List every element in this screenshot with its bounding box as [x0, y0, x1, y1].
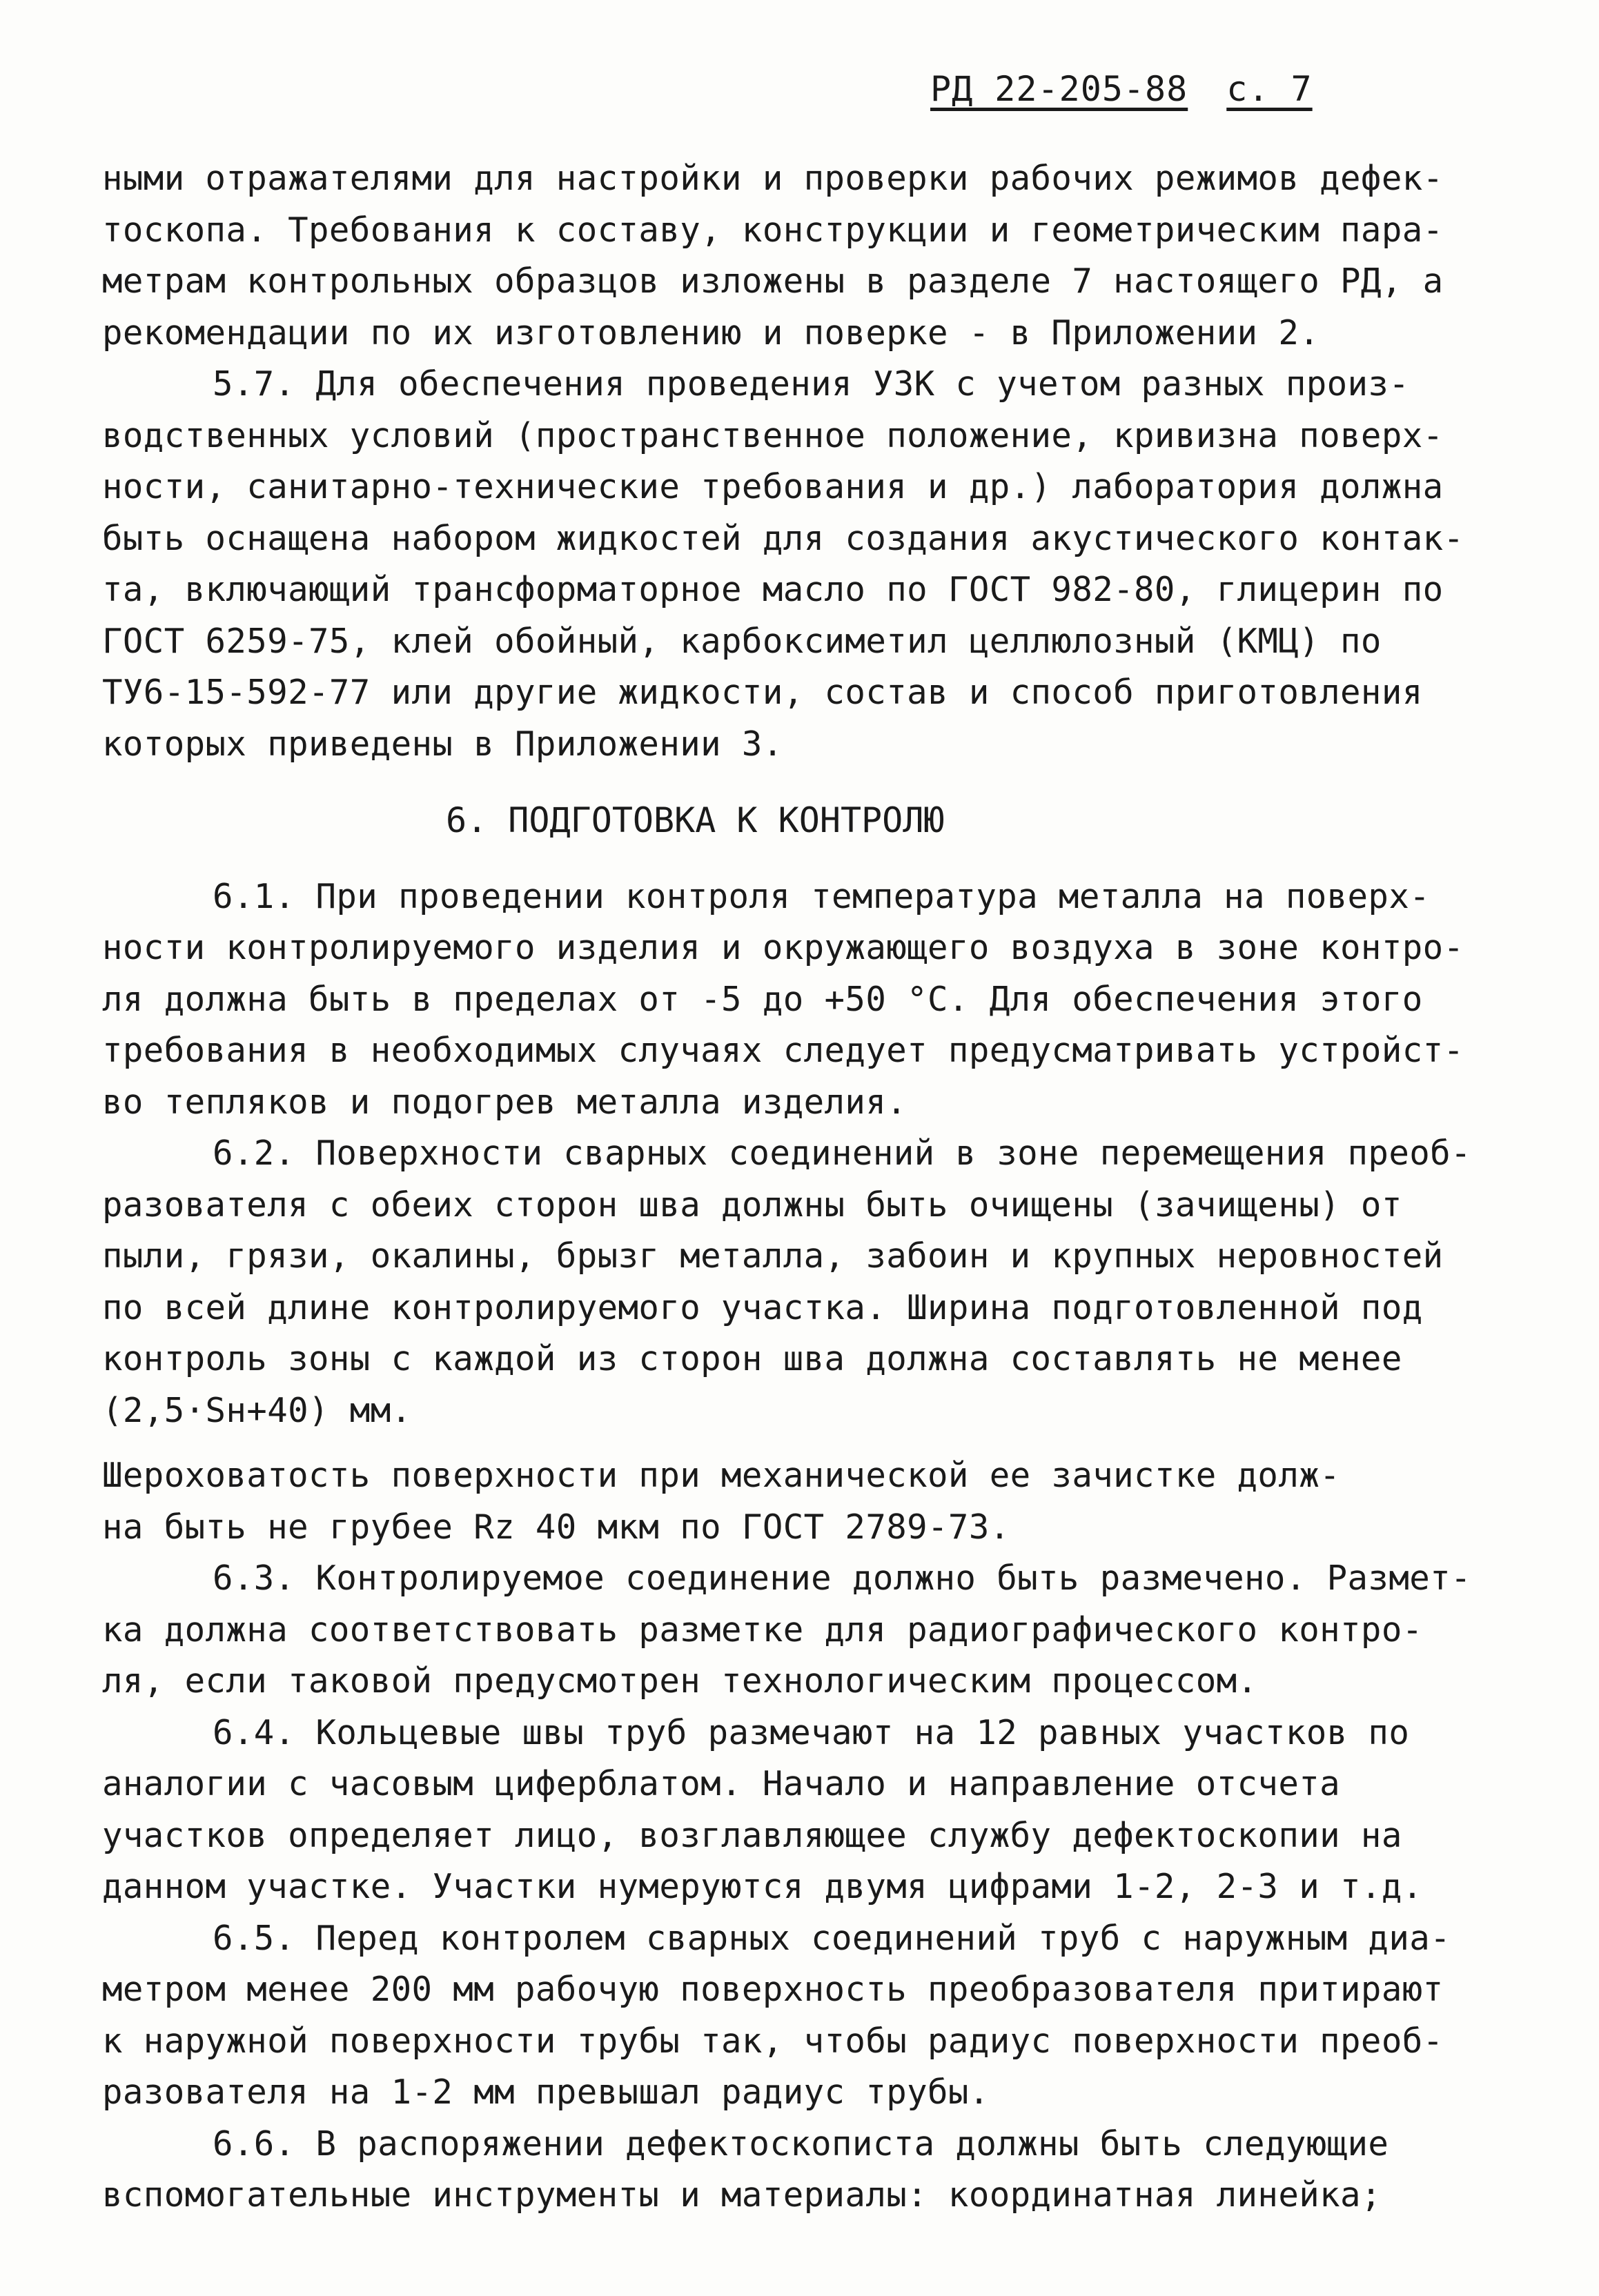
text-line: 5.7. Для обеспечения проведения УЗК с учетом разных произ-	[213, 364, 1410, 404]
text-line: Шероховатость поверхности при механической ее зачистке долж-	[102, 1456, 1341, 1495]
text-line: (2,5·Sн+40) мм.	[102, 1390, 412, 1430]
text-line: требования в необходимых случаях следует предусматривать устройст-	[102, 1031, 1464, 1070]
text-line: аналогии с часовым циферблатом. Начало и направление отсчета	[102, 1764, 1341, 1803]
text-line: та, включающий трансформаторное масло по ГОСТ 982-80, глицерин по	[102, 570, 1444, 609]
text-line: ТУ6-15-592-77 или другие жидкости, состав и способ приготовления	[102, 673, 1423, 712]
text-line: вспомогательные инструменты и материалы: координатная линейка;	[102, 2175, 1382, 2215]
text-line: участков определяет лицо, возглавляющее службу дефектоскопии на	[102, 1815, 1402, 1855]
text-line: водственных условий (пространственное положение, кривизна поверх-	[102, 415, 1444, 455]
text-line: 6.4. Кольцевые швы труб размечают на 12 равных участков по	[213, 1712, 1410, 1752]
paragraph-6-5	[102, 1913, 1517, 2119]
text-line: 6.6. В распоряжении дефектоскописта должны быть следующие	[213, 2124, 1389, 2164]
text-line: ля, если таковой предусмотрен технологическим процессом.	[102, 1661, 1258, 1701]
text-line: рекомендации по их изготовлению и поверке - в Приложении 2.	[102, 313, 1320, 353]
text-line: метрам контрольных образцов изложены в разделе 7 настоящего РД, а	[102, 261, 1444, 301]
paragraph-continuation	[102, 153, 1517, 359]
text-line: тоскопа. Требования к составу, конструкции и геометрическим пара-	[102, 210, 1444, 250]
text-line: 6.2. Поверхности сварных соединений в зоне перемещения преоб-	[213, 1134, 1471, 1173]
text-line: данном участке. Участки нумеруются двумя цифрами 1-2, 2-3 и т.д.	[102, 1867, 1423, 1906]
text-line: пыли, грязи, окалины, брызг металла, забоин и крупных неровностей	[102, 1236, 1444, 1276]
text-line: контроль зоны с каждой из сторон шва должна составлять не менее	[102, 1339, 1402, 1378]
paragraph-6-3	[102, 1553, 1517, 1708]
text-line: метром менее 200 мм рабочую поверхность преобразователя притирают	[102, 1970, 1444, 2009]
paragraph-6-1	[102, 871, 1517, 1129]
paragraph-6-2	[102, 1128, 1517, 1436]
section-heading: 6. ПОДГОТОВКА К КОНТРОЛЮ	[446, 800, 945, 840]
text-line: ля должна быть в пределах от -5 до +50 °С. Для обеспечения этого	[102, 979, 1423, 1019]
document-code: РД 22-205-88	[930, 69, 1188, 109]
page-header	[930, 69, 1313, 109]
text-line: по всей длине контролируемого участка. Ширина подготовленной под	[102, 1287, 1423, 1327]
text-line: ности контролируемого изделия и окружающего воздуха в зоне контро-	[102, 928, 1464, 967]
text-line: ка должна соответствовать разметке для радиографического контро-	[102, 1610, 1423, 1650]
text-line: во тепляков и подогрев металла изделия.	[102, 1082, 908, 1122]
document-body	[102, 153, 1517, 2221]
text-line: на быть не грубее Rz 40 мкм по ГОСТ 2789-73.	[102, 1507, 1010, 1547]
paragraph-6-6	[102, 2119, 1517, 2221]
text-line: 6.3. Контролируемое соединение должно быть размечено. Размет-	[213, 1558, 1471, 1598]
paragraph-roughness	[102, 1450, 1517, 1553]
paragraph-5-7	[102, 359, 1517, 770]
text-line: разователя с обеих сторон шва должны быть очищены (зачищены) от	[102, 1185, 1402, 1225]
text-line: быть оснащена набором жидкостей для создания акустического контак-	[102, 518, 1464, 558]
page-number: с. 7	[1226, 69, 1313, 109]
text-line: к наружной поверхности трубы так, чтобы радиус поверхности преоб-	[102, 2021, 1444, 2061]
text-line: 6.5. Перед контролем сварных соединений труб с наружным диа-	[213, 1918, 1451, 1958]
paragraph-gap	[102, 1436, 1517, 1450]
text-line: ности, санитарно-технические требования и др.) лаборатория должна	[102, 467, 1444, 506]
text-line: ными отражателями для настройки и проверки рабочих режимов дефек-	[102, 159, 1444, 198]
text-line: которых приведены в Приложении 3.	[102, 724, 783, 764]
paragraph-6-4	[102, 1708, 1517, 1913]
text-line: 6.1. При проведении контроля температура металла на поверх-	[213, 876, 1431, 916]
text-line: ГОСТ 6259-75, клей обойный, карбоксиметил целлюлозный (КМЦ) по	[102, 621, 1382, 661]
text-line: разователя на 1-2 мм превышал радиус трубы.	[102, 2072, 990, 2112]
